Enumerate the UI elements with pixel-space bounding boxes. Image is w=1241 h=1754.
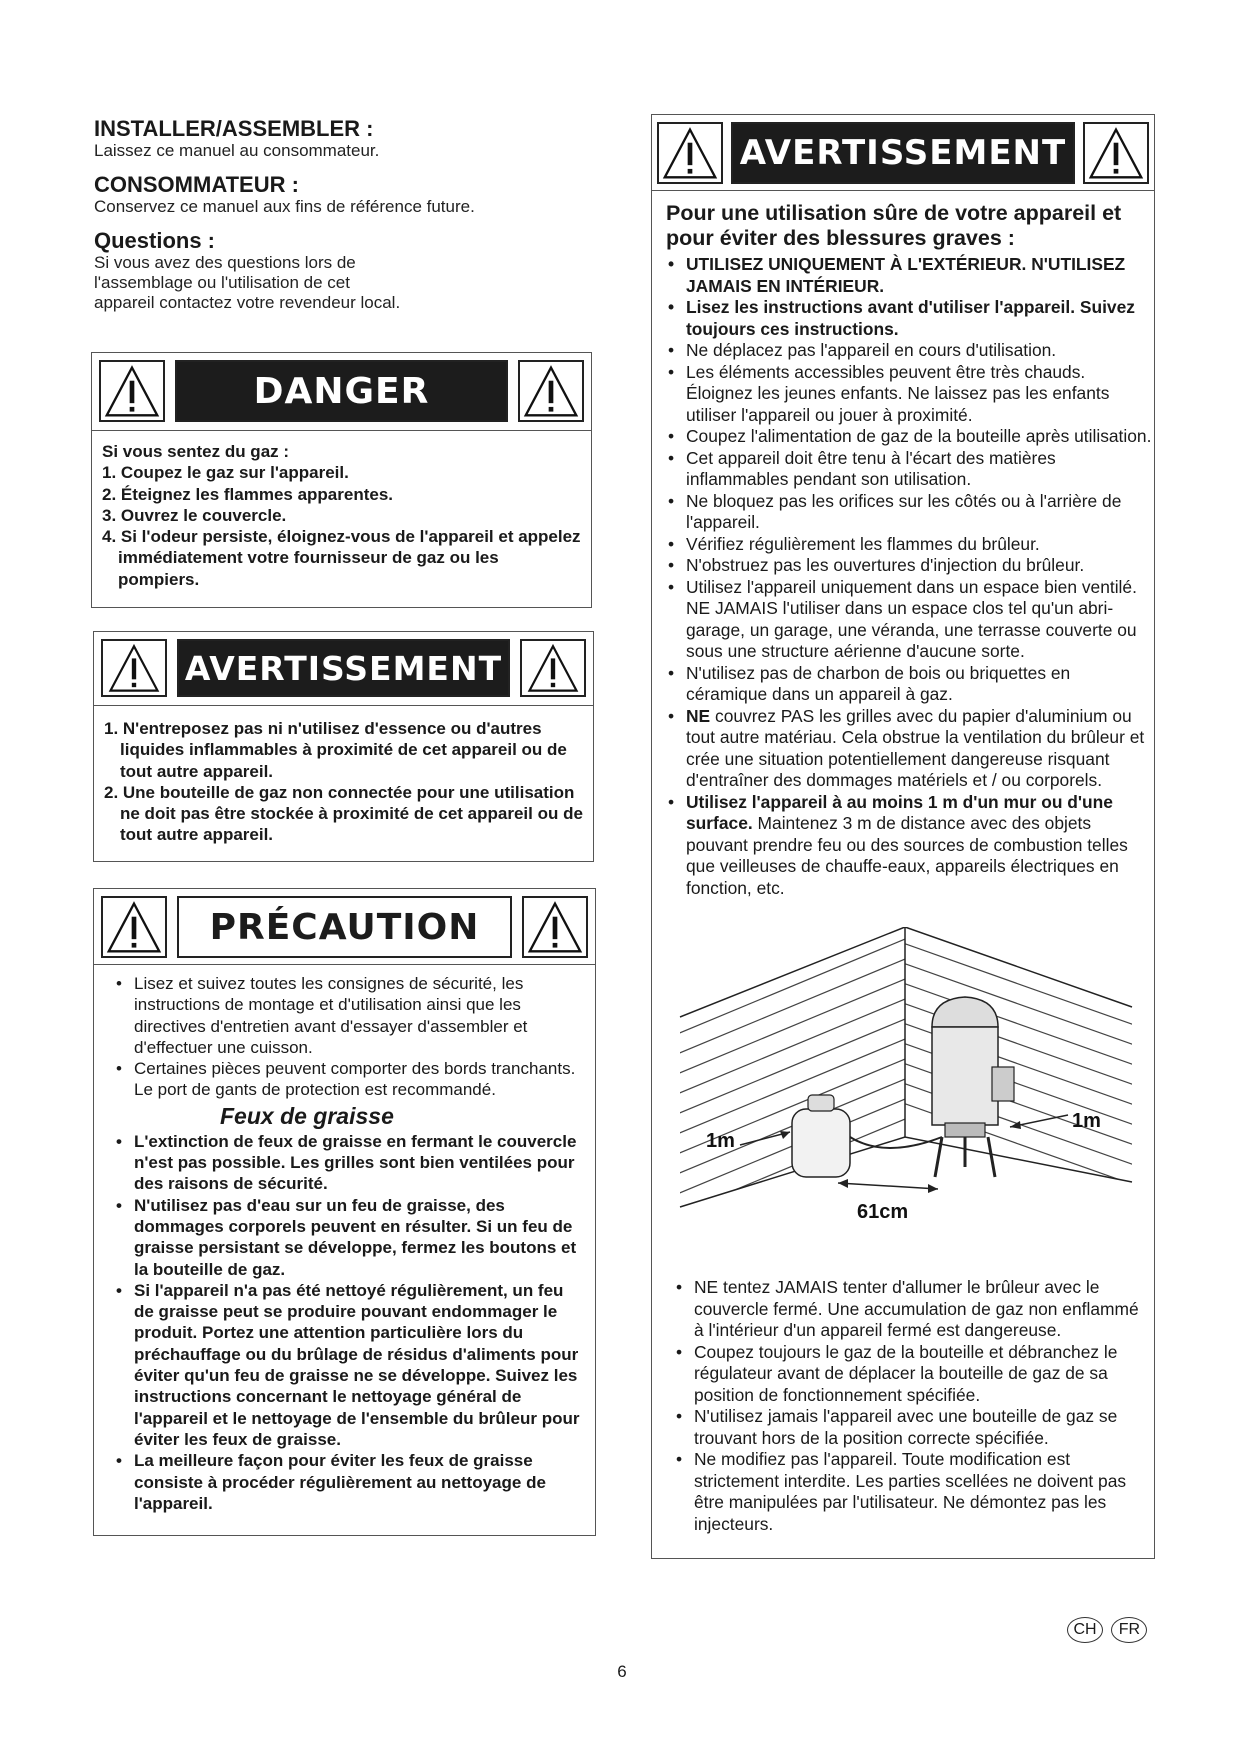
page-number: 6 <box>617 1662 627 1681</box>
list-item: • N'utilisez jamais l'appareil avec une bouteille de gaz se trouvant hors de la position correcte spécifiée. <box>682 1406 1152 1449</box>
list-item: • Ne déplacez pas l'appareil en cours d'utilisation. <box>674 340 1152 362</box>
country-code-fr: FR <box>1111 1617 1147 1643</box>
list-item: • Coupez l'alimentation de gaz de la bouteille après utilisation. <box>674 426 1152 448</box>
warning-right-bottom-list <box>674 1277 1152 1535</box>
questions-line: appareil contactez votre revendeur local. <box>94 293 401 312</box>
questions-line: Si vous avez des questions lors de <box>94 253 356 272</box>
list-item <box>674 792 1152 900</box>
questions-title: Questions : <box>94 228 216 253</box>
warning-right-bottom <box>674 1277 1152 1535</box>
warning-banner-left <box>94 632 593 706</box>
warning-right-content <box>666 201 1152 899</box>
list-item: • Lisez les instructions avant d'utiliser l'appareil. Suivez toujours ces instructions. <box>674 297 1152 340</box>
distance-rest: Maintenez 3 m de distance avec des objets pouvant prendre feu ou des sources de combustion telles que veilleuses de chauffe-eaux, appareils électriques en fonction, etc. <box>686 813 1128 898</box>
warning-triangle-icon <box>522 896 588 958</box>
warning-box-right <box>651 114 1155 1559</box>
country-codes <box>1063 1617 1147 1643</box>
danger-list <box>102 462 583 590</box>
questions-line: l'assemblage ou l'utilisation de cet <box>94 273 350 292</box>
danger-label: DANGER <box>175 360 508 422</box>
list-item: 2. Éteignez les flammes apparentes. <box>102 484 394 504</box>
smoker-clearance-illustration <box>670 927 1140 1227</box>
list-item: • Certaines pièces peuvent comporter des bords tranchants. Le port de gants de protection est recommandé. <box>122 1058 587 1101</box>
warning-triangle-icon <box>518 360 584 422</box>
list-item: • N'utilisez pas d'eau sur un feu de graisse, des dommages corporels peuvent en résulter. Si un feu de graisse persistant se développe, fermez les boutons et la bouteille de gaz. <box>122 1195 587 1280</box>
installer-title: INSTALLER/ASSEMBLER : <box>94 116 374 141</box>
warning-right-list <box>666 254 1152 899</box>
warning-left-list <box>104 718 585 846</box>
list-item: • UTILISEZ UNIQUEMENT À L'EXTÉRIEUR. N'UTILISEZ JAMAIS EN INTÉRIEUR. <box>674 254 1152 297</box>
foil-rest: couvrez PAS les grilles avec du papier d'aluminium ou tout autre matériau. Cela obstrue la ventilation du brûleur et crée une situation potentiellement dangereuse risquant d'entraîner des dommages matériels et / ou corporels. <box>686 705 1145 790</box>
warning-triangle-icon <box>1083 122 1149 184</box>
clearance-left-label: 1m <box>706 1130 735 1152</box>
danger-lead: Si vous sentez du gaz : <box>102 442 290 461</box>
list-item: • La meilleure façon pour éviter les feux de graisse consiste à procéder régulièrement au nettoyage de l'appareil. <box>122 1450 587 1514</box>
consumer-title: CONSOMMATEUR : <box>94 172 299 197</box>
list-item: • Ne modifiez pas l'appareil. Toute modification est strictement interdite. Les parties scellées ne doivent pas être manipulées par l'utilisateur. Ne démontez pas les injecteurs. <box>682 1449 1152 1535</box>
list-item: • Si l'appareil n'a pas été nettoyé régulièrement, un feu de graisse peut se produire pouvant endommager le produit. Portez une attention particulière lors du préchauffage ou du brûlage de résidus d'aliments pour éviter qu'un feu de graisse ne se développe. Suivez les instructions concernant le nettoyage général de l'appareil et le nettoyage de l'ensemble du brûleur pour éviter les feux de graisse. <box>122 1280 587 1450</box>
danger-content <box>102 441 583 590</box>
danger-banner <box>92 353 591 431</box>
distance-bold: Utilisez l'appareil à au moins 1 m d'un mur ou d'une surface. <box>686 791 1113 833</box>
list-item: • Utilisez l'appareil uniquement dans un espace bien ventilé. NE JAMAIS l'utiliser dans un espace clos tel qu'un abri-garage, un garage, une véranda, une terrasse couverte ou sous une structure aérienne d'aucune sorte. <box>674 577 1152 663</box>
list-item <box>674 706 1152 792</box>
warning-triangle-icon <box>657 122 723 184</box>
country-code-ch: CH <box>1067 1617 1103 1643</box>
warning-box-left <box>93 631 594 862</box>
list-item: • Cet appareil doit être tenu à l'écart des matières inflammables pendant son utilisation. <box>674 448 1152 491</box>
warning-right-heading: Pour une utilisation sûre de votre appareil et pour éviter des blessures graves : <box>666 201 1122 250</box>
grease-fire-title: Feux de graisse <box>220 1102 394 1129</box>
list-item: • L'extinction de feux de graisse en fermant le couvercle n'est pas possible. Les grilles sont bien ventilées pour des raisons de sécurité. <box>122 1131 587 1195</box>
clearance-bottom-label: 61cm <box>857 1201 909 1223</box>
warning-label-left: AVERTISSEMENT <box>177 639 510 697</box>
list-item: • N'utilisez pas de charbon de bois ou briquettes en céramique dans un appareil à gaz. <box>674 663 1152 706</box>
foil-bold: NE <box>686 705 711 726</box>
danger-box <box>91 352 592 608</box>
caution-list <box>122 973 587 1101</box>
list-item: 1. Coupez le gaz sur l'appareil. <box>102 463 349 483</box>
caution-box <box>93 888 596 1536</box>
intro-section <box>94 117 614 313</box>
consumer-text: Conservez ce manuel aux fins de référence future. <box>94 197 475 216</box>
caution-banner <box>94 889 595 965</box>
list-item: • Coupez toujours le gaz de la bouteille et débranchez le régulateur avant de déplacer la bouteille de gaz de sa position de fonctionnement spécifiée. <box>682 1342 1152 1407</box>
clearance-diagram <box>670 927 1140 1227</box>
list-item: • Vérifiez régulièrement les flammes du brûleur. <box>674 534 1152 556</box>
list-item: • N'obstruez pas les ouvertures d'injection du brûleur. <box>674 555 1152 577</box>
warning-triangle-icon <box>99 360 165 422</box>
warning-triangle-icon <box>101 639 167 697</box>
list-item: 3. Ouvrez le couvercle. <box>102 505 287 525</box>
list-item: • Les éléments accessibles peuvent être très chauds. Éloignez les jeunes enfants. Ne laissez pas les enfants utiliser l'appareil ou jouer à proximité. <box>674 362 1152 427</box>
installer-text: Laissez ce manuel au consommateur. <box>94 141 380 160</box>
warning-triangle-icon <box>520 639 586 697</box>
list-item: 2. Une bouteille de gaz non connectée pour une utilisation ne doit pas être stockée à proximité de cet appareil ou de tout autre appareil. <box>104 782 583 845</box>
list-item: • NE tentez JAMAIS tenter d'allumer le brûleur avec le couvercle fermé. Une accumulation de gaz non enflammé à l'intérieur d'un appareil fermé est dangereuse. <box>682 1277 1152 1342</box>
warning-label-right: AVERTISSEMENT <box>731 122 1075 184</box>
warning-triangle-icon <box>101 896 167 958</box>
list-item: 1. N'entreposez pas ni n'utilisez d'essence ou d'autres liquides inflammables à proximité de cet appareil ou de tout autre appareil. <box>104 719 567 781</box>
caution-label: PRÉCAUTION <box>177 896 512 958</box>
grease-fire-list <box>122 1131 587 1514</box>
warning-banner-right <box>652 115 1154 191</box>
list-item: 4. Si l'odeur persiste, éloignez-vous de l'appareil et appelez immédiatement votre fournisseur de gaz ou les pompiers. <box>102 527 581 589</box>
list-item: • Ne bloquez pas les orifices sur les côtés ou à l'arrière de l'appareil. <box>674 491 1152 534</box>
warning-left-content <box>104 718 585 846</box>
list-item: • Lisez et suivez toutes les consignes de sécurité, les instructions de montage et d'utilisation ainsi que les directives d'entretien avant d'essayer d'assembler et d'effectuer une cuisson. <box>122 973 587 1058</box>
clearance-right-label: 1m <box>1072 1110 1101 1132</box>
caution-content <box>122 973 587 1514</box>
